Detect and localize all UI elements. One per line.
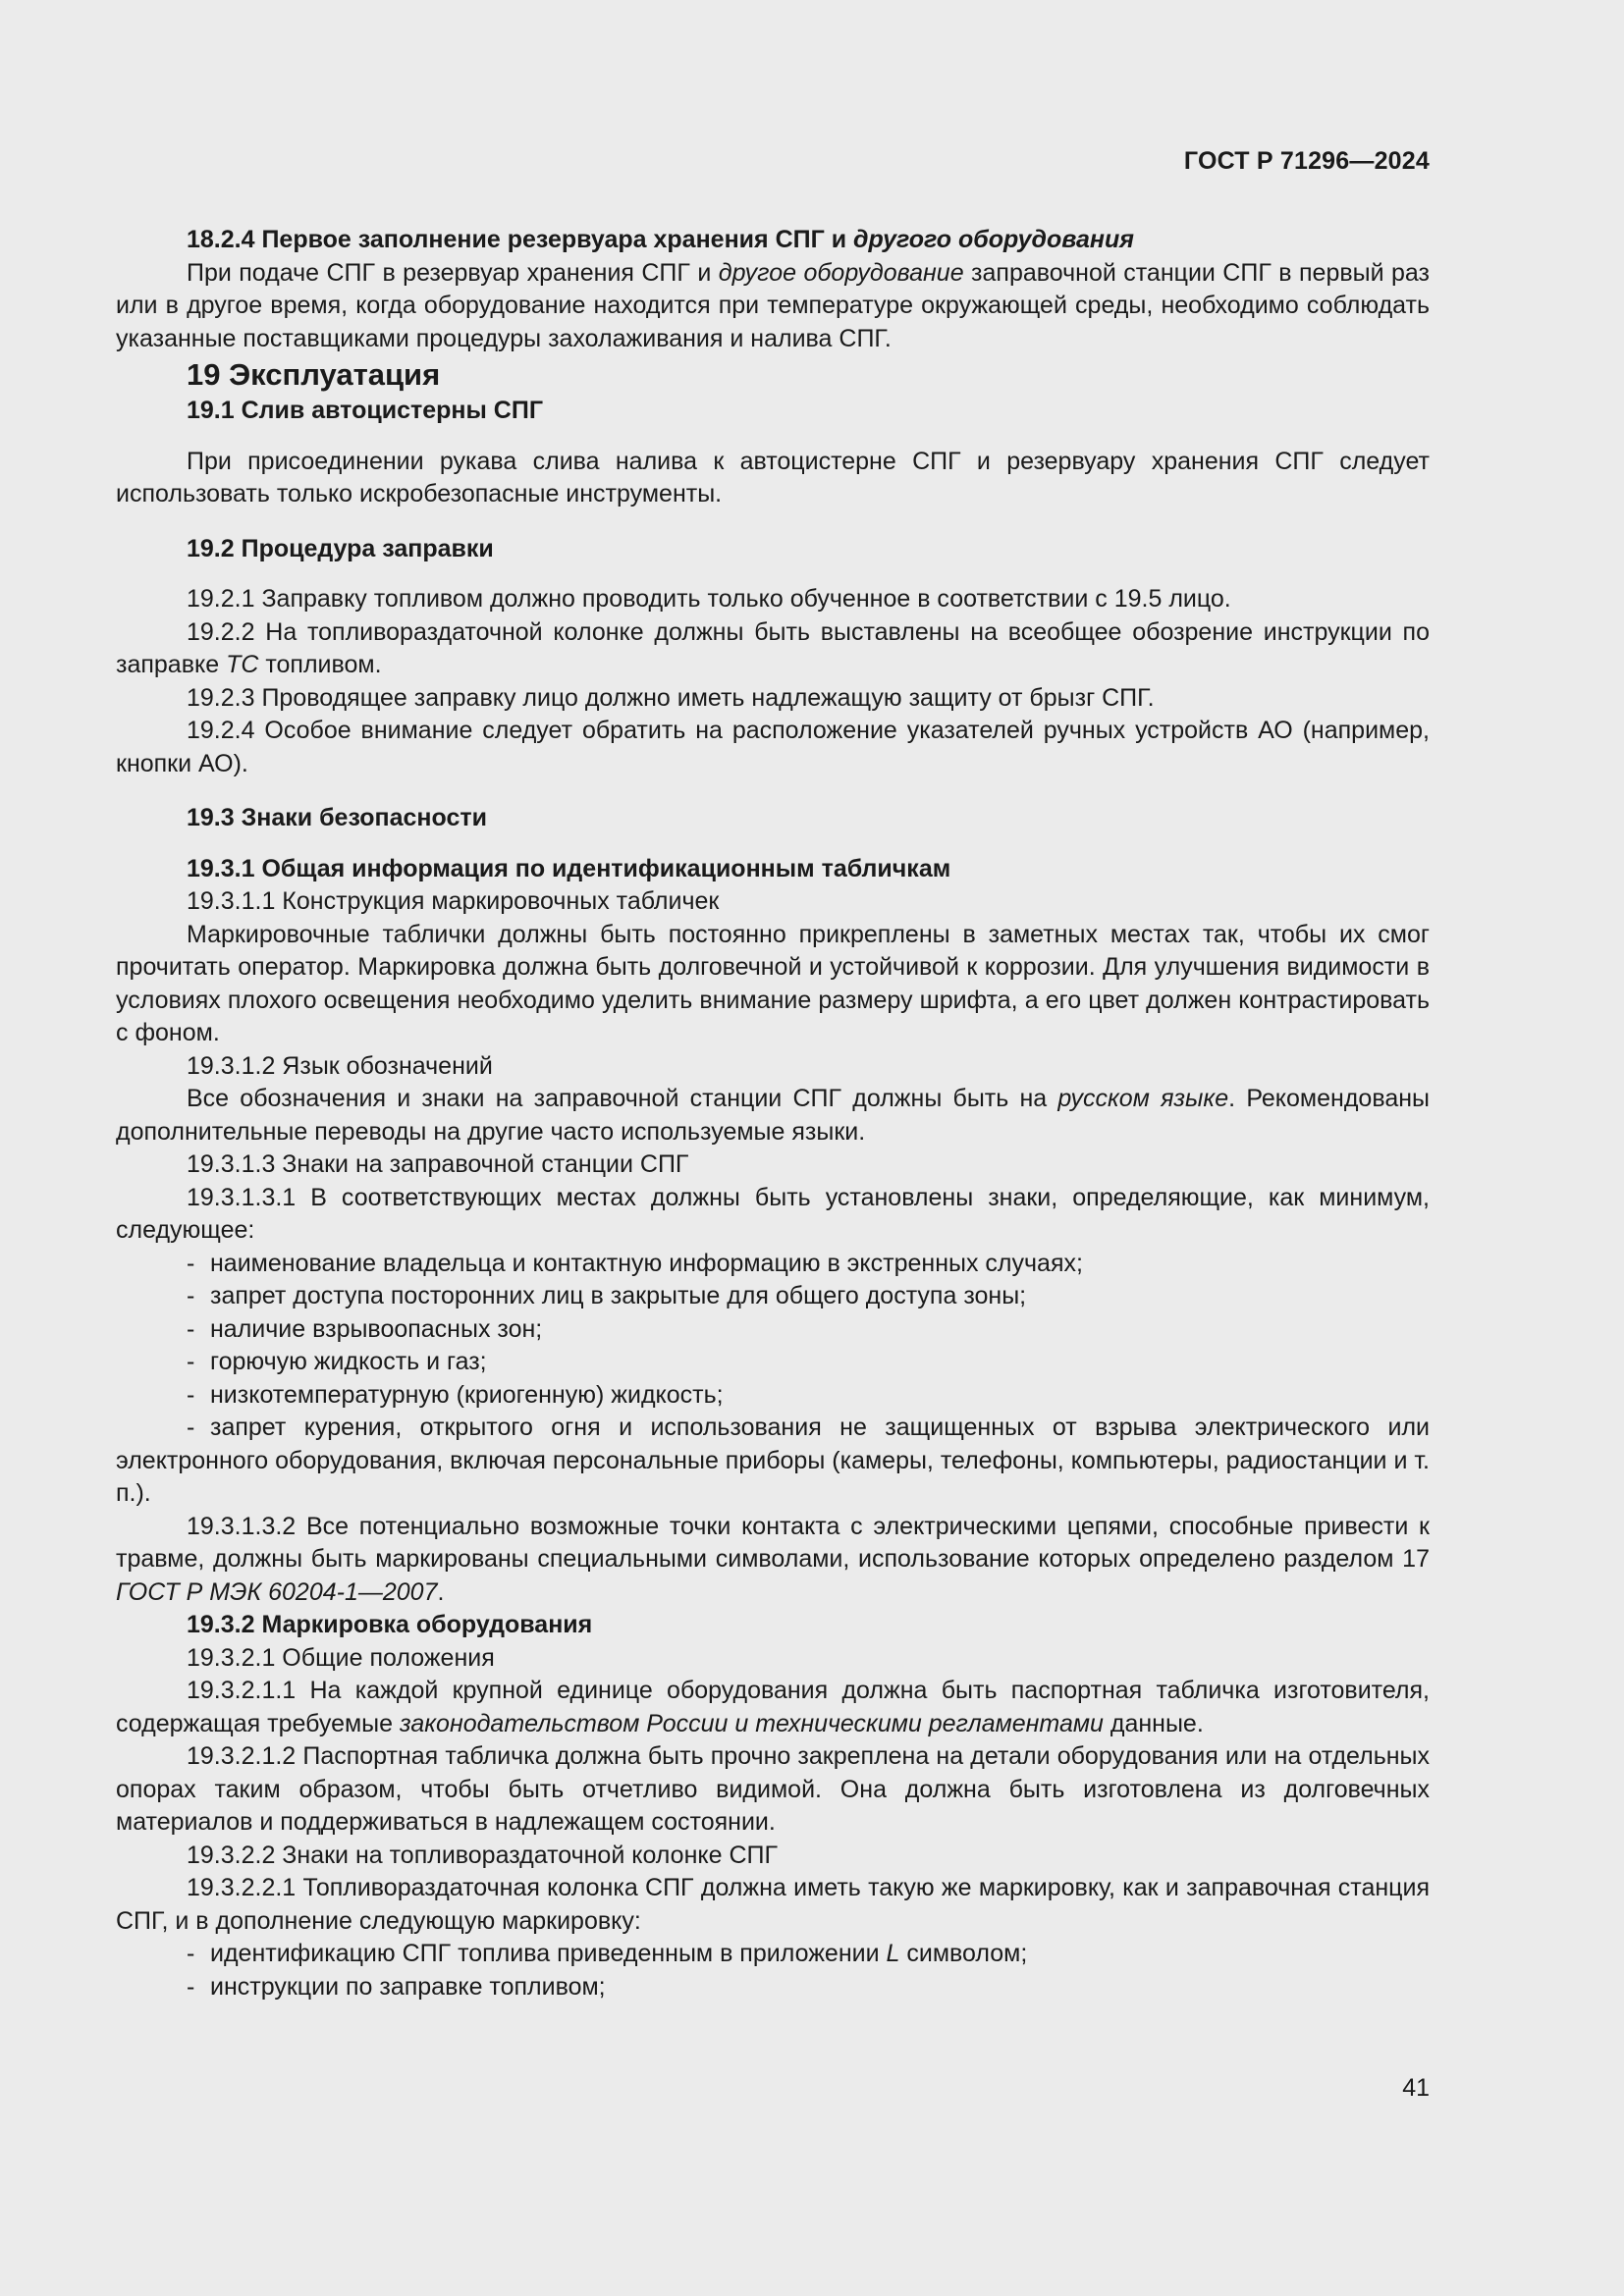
subheading-19-3-2-2: 19.3.2.2 Знаки на топливораздаточной колонке СПГ	[187, 1841, 779, 1869]
section-heading-19-3-2: 19.3.2 Маркировка оборудования	[187, 1611, 593, 1638]
paragraph-18-2-4	[116, 257, 1430, 356]
heading-text: 18.2.4 Первое заполнение резервуара хранения СПГ и	[187, 226, 854, 253]
subheading-19-3-1-2: 19.3.1.2 Язык обозначений	[187, 1051, 493, 1080]
subheading-19-3-1-1: 19.3.1.1 Конструкция маркировочных табличек	[187, 887, 720, 915]
list-dash: -	[187, 1972, 195, 2001]
paragraph-text: При подаче СПГ в резервуар хранения СПГ и	[187, 258, 719, 287]
paragraph-text: .	[437, 1577, 445, 1606]
list-item-text: запрет курения, открытого огня и использования не защищенных от взрыва электрического или электронного оборудования, включая персональные приборы (камеры, телефоны, компьютеры, радиостанции и т. п.).	[116, 1414, 1430, 1507]
list-dash: -	[187, 1414, 195, 1441]
paragraph-19-2-2	[116, 616, 1430, 682]
document-code: ГОСТ Р 71296—2024	[1183, 147, 1430, 175]
section-heading-19-2: 19.2 Процедура заправки	[187, 534, 494, 562]
page-number: 41	[1402, 2074, 1430, 2102]
section-heading-19-1: 19.1 Слив автоцистерны СПГ	[187, 397, 544, 424]
list-item-text: низкотемпературную (криогенную) жидкость;	[210, 1380, 724, 1409]
list-dash: -	[187, 1380, 195, 1409]
list-item-text: инструкции по заправке топливом;	[210, 1972, 606, 2001]
list-item	[116, 1379, 1430, 1413]
list-item-text: идентификацию СПГ топлива приведенным в приложении	[210, 1940, 887, 1967]
paragraph-19-1: При присоединении рукава слива налива к автоцистерне СПГ и резервуару хранения СПГ следует использовать только искробезопасные инструменты.	[116, 447, 1430, 507]
list-item-text: запрет доступа посторонних лиц в закрытые для общего доступа зоны;	[210, 1282, 1027, 1309]
paragraph-19-3-1-3-2	[116, 1511, 1430, 1610]
paragraph-text: 19.3.1.3.2 Все потенциально возможные точки контакта с электрическими цепями, способные привести к травме, должны быть маркированы специальными символами, использование которых определено разделом 17	[116, 1512, 1430, 1573]
subheading-19-3-2-1: 19.3.2.1 Общие положения	[187, 1643, 495, 1672]
list-dash: -	[187, 1940, 195, 1967]
list-item	[116, 1938, 1430, 1971]
paragraph-italic-text: ТС	[226, 651, 259, 678]
paragraph-italic-text: законодательством России и техническими регламентами	[400, 1709, 1104, 1737]
list-dash: -	[187, 1314, 195, 1343]
list-item-text: символом;	[899, 1940, 1028, 1967]
list-item	[116, 1248, 1430, 1281]
paragraph-19-3-1-1: Маркировочные таблички должны быть постоянно прикреплены в заметных местах так, чтобы их смог прочитать оператор. Маркировка должна быть долговечной и устойчивой к коррозии. Для улучшения видимости в условиях плохого освещения необходимо уделить внимание размеру шрифта, а его цвет должен контрастировать с фоном.	[116, 920, 1430, 1046]
section-heading-19-3-1: 19.3.1 Общая информация по идентификационным табличкам	[187, 854, 951, 882]
list-item	[116, 1280, 1430, 1313]
list-item	[116, 1313, 1430, 1347]
list-item-italic-text: L	[886, 1940, 900, 1967]
section-heading-19-3: 19.3 Знаки безопасности	[187, 804, 487, 831]
paragraph-text: . Рекомендованы дополнительные переводы на другие часто используемые языки.	[116, 1085, 1430, 1146]
paragraph-text: Все обозначения и знаки на заправочной станции СПГ должны быть на	[187, 1085, 1058, 1112]
list-item-text: наличие взрывоопасных зон;	[210, 1314, 543, 1343]
list-item-text: горючую жидкость и газ;	[210, 1348, 487, 1375]
paragraph-19-2-4: 19.2.4 Особое внимание следует обратить на расположение указателей ручных устройств АО (например, кнопки АО).	[116, 717, 1430, 777]
paragraph-19-2-3: 19.2.3 Проводящее заправку лицо должно иметь надлежащую защиту от брызг СПГ.	[187, 683, 1155, 712]
paragraph-text: данные.	[1103, 1709, 1204, 1737]
paragraph-italic-text: другое оборудование	[718, 258, 964, 287]
list-dash: -	[187, 1282, 195, 1309]
paragraph-text: 19.2.2 На топливораздаточной колонке должны быть выставлены на всеобщее обозрение инструкции по заправке	[116, 617, 1430, 678]
paragraph-text: топливом.	[258, 651, 382, 678]
list-item	[116, 1971, 1430, 2004]
paragraph-19-3-2-1-1	[116, 1675, 1430, 1740]
list-dash: -	[187, 1249, 195, 1277]
document-body	[116, 224, 1430, 2003]
paragraph-19-3-1-3-1: 19.3.1.3.1 В соответствующих местах должны быть установлены знаки, определяющие, как минимум, следующее:	[116, 1183, 1430, 1244]
list-item	[116, 1346, 1430, 1379]
paragraph-italic-text: ГОСТ Р МЭК 60204-1—2007	[116, 1577, 438, 1606]
paragraph-text: 19.3.2.1.1 На каждой крупной единице оборудования должна быть паспортная табличка изготовителя, содержащая требуемые	[116, 1677, 1430, 1737]
paragraph-19-3-1-2	[116, 1083, 1430, 1148]
paragraph-italic-text: русском языке	[1057, 1085, 1229, 1112]
paragraph-19-3-2-2-1: 19.3.2.2.1 Топливораздаточная колонка СПГ должна иметь такую же маркировку, как и заправочная станция СПГ, и в дополнение следующую маркировку:	[116, 1874, 1430, 1935]
heading-italic-text: другого оборудования	[853, 226, 1134, 253]
list-dash: -	[187, 1348, 195, 1375]
subheading-19-3-1-3: 19.3.1.3 Знаки на заправочной станции СПГ	[187, 1150, 689, 1178]
paragraph-19-2-1: 19.2.1 Заправку топливом должно проводить только обученное в соответствии с 19.5 лицо.	[187, 585, 1231, 613]
list-item	[116, 1412, 1430, 1511]
paragraph-text: заправочной станции СПГ в первый раз или в другое время, когда оборудование находится при температуре окружающей среды, необходимо соблюдать указанные поставщиками процедуры захолаживания и налива СПГ.	[116, 258, 1430, 352]
section-heading-18-2-4	[116, 224, 1430, 257]
paragraph-19-3-2-1-2: 19.3.2.1.2 Паспортная табличка должна быть прочно закреплена на детали оборудования или на отдельных опорах таким образом, чтобы быть отчетливо видимой. Она должна быть изготовлена из долговечных материалов и поддерживаться в надлежащем состоянии.	[116, 1742, 1430, 1836]
list-item-text: наименование владельца и контактную информацию в экстренных случаях;	[210, 1249, 1083, 1277]
section-title-19: 19 Эксплуатация	[187, 357, 441, 392]
